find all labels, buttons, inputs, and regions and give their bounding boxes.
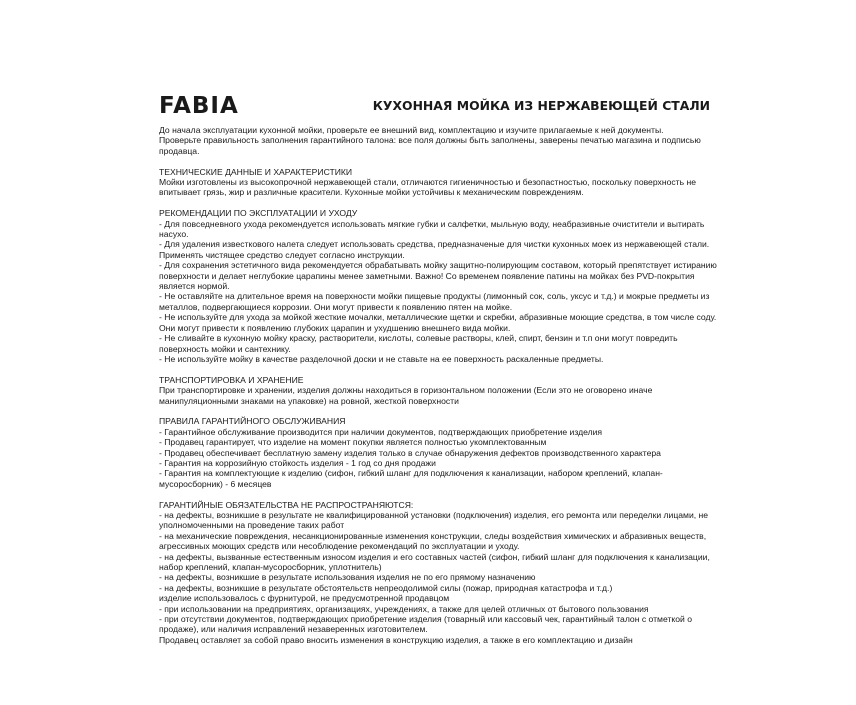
warranty-section	[159, 416, 719, 489]
section-line: - Не оставляйте на длительное время на поверхности мойки пищевые продукты (лимонный сок, соль, уксус и т.д.) и мокрые предметы из металлов, подвергающиеся коррозии. Они могут привести к появлению пятен на мойке.	[159, 291, 710, 312]
section-line: Мойки изготовлены из высокопрочной нержавеющей стали, отличаются гигиеничностью и безопастностью, поскольку поверхность не впитывает грязь, жир и различные красители. Кухонные мойки устойчивы к механическим повреждениям.	[159, 177, 696, 198]
document-title: КУХОННАЯ МОЙКА ИЗ НЕРЖАВЕЮЩЕЙ СТАЛИ	[372, 98, 710, 113]
intro-paragraph: Проверьте правильность заполнения гарантийного талона: все поля должны быть заполнены, заверены печатью магазина и подписью продавца.	[159, 135, 701, 156]
section-line: - на дефекты, вызванные естественным износом изделия и его составных частей (сифон, гибкий шланг для подключения к канализации, набор креплений, клапан-мусоросборник, уплотнитель)	[159, 551, 710, 572]
section-line: - Для повседневного ухода рекомендуется использовать мягкие губки и салфетки, мыльную воду, неабразивные очистители и вытирать насухо.	[159, 218, 705, 240]
section-line: При транспортировке и хранении, изделия должны находиться в горизонтальном положении (Если это не оговорено иначе манипуляционными знаками на упаковке) на ровной, жесткой поверхности	[159, 385, 653, 406]
section-line: Продавец оставляет за собой право вносить изменения в конструкцию изделия, а также в его комплектацию и дизайн	[159, 634, 633, 645]
section-line: - Для сохранения эстетичного вида рекомендуется обрабатывать мойку защитно-полирующим составом, который препятствует истиранию поверхности и делает неглубокие царапины менее заметными. Важно! Со временем появление патины на мойках без PVD-покрытия является нормой.	[159, 260, 717, 292]
brand-logo: FABIA	[159, 93, 239, 119]
intro-section	[159, 125, 719, 156]
exclusions-section	[159, 500, 719, 646]
section-line: изделие использовалось с фурнитурой, не предусмотренной продавцом	[159, 593, 450, 604]
section-line: - Не сливайте в кухонную мойку краску, растворители, кислоты, солевые растворы, клей, спирт, бензин и т.п они могут повредить поверхность мойки и сантехнику.	[159, 333, 678, 354]
transport-section	[159, 375, 719, 406]
section-line: - на дефекты, возникшие в результате не квалифицированной установки (подключения) изделия, его ремонта или переделки лицами, не уполномоченными на проведение таких работ	[159, 509, 709, 531]
section-line: - на дефекты, возникшие в результате использования изделия не по его прямому назначению	[159, 572, 536, 583]
section-heading: РЕКОМЕНДАЦИИ ПО ЭКСПЛУАТАЦИИ И УХОДУ	[159, 208, 358, 219]
section-heading: ПРАВИЛА ГАРАНТИЙНОГО ОБСЛУЖИВАНИЯ	[159, 416, 346, 427]
section-line: - Продавец гарантирует, что изделие на момент покупки является полностью укомплектованным	[159, 437, 547, 448]
section-line: - при использовании на предприятиях, организациях, учреждениях, а также для целей отличных от бытового пользования	[159, 603, 649, 614]
section-line: - Для удаления известкового налета следует использовать средства, предназначеные для чистки кухонных моек из нержавеющей стали. Применять чистящее средство следует согласно инструкции.	[159, 239, 710, 260]
document-body	[159, 125, 719, 645]
intro-paragraph: До начала эксплуатации кухонной мойки, проверьте ее внешний вид, комплектацию и изучите прилагаемые к ней документы.	[159, 125, 664, 135]
section-line: - Гарантия на коррозийную стойкость изделия - 1 год со дня продажи	[159, 457, 436, 468]
section-line: - при отсутствии документов, подтверждающих приобретение изделия (товарный или кассовый чек, гарантийный талон с отметкой о продаже), или наличия исправлений незаверенных изготовителем.	[159, 614, 692, 635]
care-section	[159, 208, 719, 364]
section-heading: ГАРАНТИЙНЫЕ ОБЯЗАТЕЛЬСТВА НЕ РАСПРОСТРАНЯЮТСЯ:	[159, 499, 414, 510]
section-heading: ТЕХНИЧЕСКИЕ ДАННЫЕ И ХАРАКТЕРИСТИКИ	[159, 166, 353, 177]
section-line: - Гарантийное обслуживание производится при наличии документов, подтверждающих приобретение изделия	[159, 426, 603, 437]
specs-section	[159, 167, 719, 198]
section-line: - на дефекты, возникшие в результате обстоятельств непреодолимой силы (пожар, природная катастрофа и т.д.)	[159, 582, 613, 593]
section-heading: ТРАНСПОРТИРОВКА И ХРАНЕНИЕ	[159, 374, 304, 385]
section-line: - Не используйте для ухода за мойкой жесткие мочалки, металлические щетки и скребки, абразивные моющие средства, в том числе соду. Они могут привести к появлению глубоких царапин и ухудшению внешнего вида мойки.	[159, 312, 717, 333]
section-line: - Гарантия на комплектующие к изделию (сифон, гибкий шланг для подключения к канализации, набором креплений, клапан-мусоросборник) - 6 месяцев	[159, 468, 663, 489]
section-line: - Не используйте мойку в качестве разделочной доски и не ставьте на ее поверхность раскаленные предметы.	[159, 353, 604, 364]
section-line: - Продавец обеспечивает бесплатную замену изделия только в случае обнаружения дефектов производственного характера	[159, 447, 661, 458]
section-line: - на механические повреждения, несанкционированные изменения конструкции, следы воздействия химических и абразивных веществ, агрессивных моющих средств или несоблюдение рекомендаций по эксплуатации и уходу.	[159, 530, 707, 552]
